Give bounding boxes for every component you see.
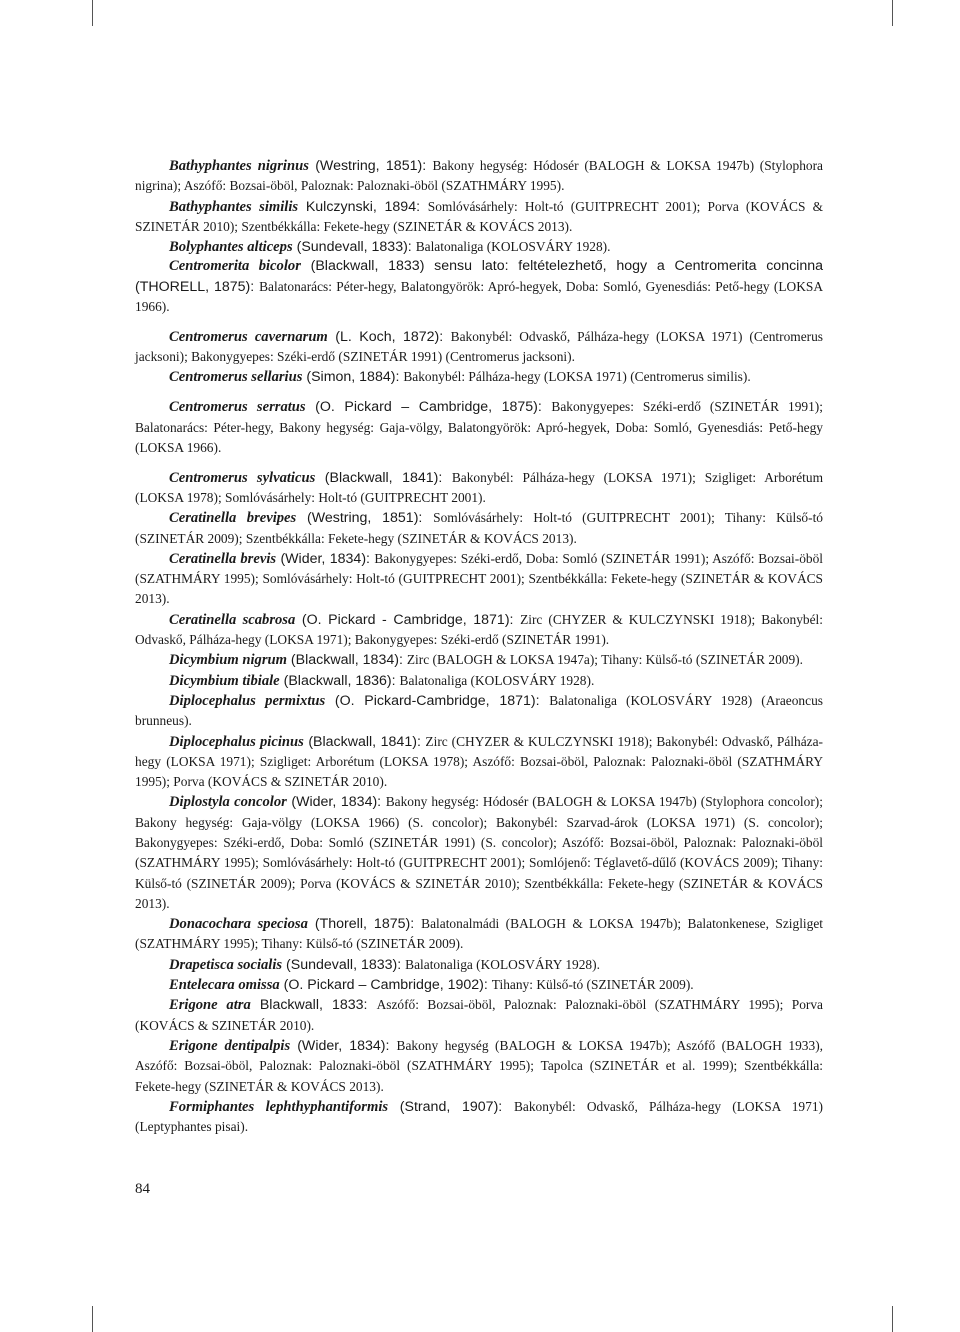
- species-localities: Zirc (CHYZER & KULCZYNSKI 1918); Bakonybél: Odvaskő, Pálháza-hegy (LOKSA 1971); Bakonygyepes: Széki-erdő (SZINETÁR 1991).: [135, 611, 823, 648]
- species-localities: Bakonybél: Pálháza-hegy (LOKSA 1971) (Centromerus similis).: [403, 369, 751, 385]
- species-localities: Balatonalmádi (BALOGH & LOKSA 1947b); Balatonkenese, Szigliget (SZATHMÁRY 1995); Tihany: Külső-tó (SZINETÁR 2009).: [135, 916, 823, 952]
- species-localities: Bakonybél: Pálháza-hegy (LOKSA 1971); Szigliget: Arborétum (LOKSA 1978); Somlóvásárhely: Holt-tó (GUITPRECHT 2001).: [135, 469, 823, 505]
- species-localities: Bakonybél: Odvaskő, Pálháza-hegy (LOKSA 1971) (Leptyphantes pisai).: [135, 1098, 823, 1135]
- species-authority: (Sundevall, 1833):: [282, 956, 406, 973]
- species-localities: Bakony hegység (BALOGH & LOKSA 1947b); Aszófő (BALOGH 1933), Aszófő: Bozsai-öböl, Paloznak: Paloznaki-öböl (SZATHMÁRY 1995); Tapolca (SZINETÁR et al. 1999); Szentbékkálla: Fekete-hegy (SZINETÁR & KOVÁCS 2013).: [135, 1037, 823, 1094]
- species-entry: [135, 955, 823, 975]
- species-authority: (O. Pickard - Cambridge, 1871):: [295, 611, 521, 628]
- species-name: Formiphantes lephthyphantiformis: [169, 1098, 389, 1115]
- species-entry: [135, 914, 823, 955]
- species-name: Ceratinella scabrosa: [169, 611, 296, 628]
- species-name: Bathyphantes nigrinus: [169, 158, 309, 174]
- species-localities: Somlóvásárhely: Holt-tó (GUITPRECHT 2001); Porva (KOVÁCS & SZINETÁR 2010); Szentbékkálla: Fekete-hegy (SZINETÁR & KOVÁCS 2013).: [135, 198, 823, 234]
- species-entry: [135, 197, 823, 238]
- species-name: Centromerita bicolor: [169, 258, 301, 275]
- species-authority: (Westring, 1851):: [296, 510, 434, 527]
- species-localities: Zirc (CHYZER & KULCZYNSKI 1918); Bakonybél: Odvaskő, Pálháza-hegy (LOKSA 1971); Szigliget: Arborétum (LOKSA 1978); Aszófő: Bozsai-öböl, Paloznak: Paloznaki-öböl (SZATHMÁRY 1995); Porva (KOVÁCS & SZINETÁR 2010).: [135, 733, 824, 790]
- species-name: Centromerus serratus: [169, 399, 306, 416]
- species-authority: (Wider, 1834):: [276, 550, 375, 567]
- document-body: [135, 156, 823, 1137]
- page-number: 84: [135, 1181, 150, 1197]
- species-entry: [135, 397, 823, 458]
- species-localities: Zirc (BALOGH & LOKSA 1947a); Tihany: Külső-tó (SZINETÁR 2009).: [406, 652, 803, 668]
- species-name: Diplocephalus permixtus: [169, 692, 326, 709]
- species-name: Centromerus sylvaticus: [169, 469, 316, 486]
- species-entry: [135, 792, 823, 914]
- crop-mark: [892, 0, 893, 26]
- species-authority: (Strand, 1907):: [388, 1098, 514, 1115]
- species-name: Dicymbium nigrum: [169, 652, 287, 669]
- species-authority: (Blackwall, 1836):: [279, 672, 400, 689]
- species-name: Centromerus sellarius: [169, 369, 303, 386]
- species-localities: Bakony hegység: Hódosér (BALOGH & LOKSA 1947b) (Stylophora nigrina); Aszófő: Bozsai-öböl, Paloznak: Paloznaki-öböl (SZATHMÁRY 1995).: [135, 158, 823, 194]
- species-entry: [135, 1036, 823, 1097]
- species-name: Drapetisca socialis: [169, 956, 283, 973]
- species-entry: [135, 237, 823, 257]
- species-authority: (Simon, 1884):: [302, 369, 404, 386]
- species-authority: Kulczynski, 1894:: [298, 198, 428, 215]
- species-entry: [135, 671, 823, 691]
- species-authority: (Wider, 1834):: [290, 1037, 397, 1054]
- species-name: Bathyphantes similis: [169, 198, 299, 215]
- species-name: Erigone atra: [169, 997, 251, 1014]
- species-localities: Tihany: Külső-tó (SZINETÁR 2009).: [491, 977, 694, 993]
- species-entry: [135, 650, 823, 670]
- species-entry: [135, 549, 823, 610]
- species-entry: [135, 156, 823, 197]
- species-name: Bolyphantes alticeps: [169, 239, 293, 256]
- species-entry: [135, 610, 823, 651]
- species-name: Dicymbium tibiale: [169, 672, 280, 689]
- species-localities: Balatonaliga (KOLOSVÁRY 1928).: [405, 956, 600, 972]
- species-name: Diplocephalus picinus: [169, 733, 304, 750]
- species-authority: (Westring, 1851):: [308, 158, 433, 174]
- species-localities: Bakonygyepes: Széki-erdő, Doba: Somló (SZINETÁR 1991); Aszófő: Bozsai-öböl (SZATHMÁRY 1995); Somlóvásárhely: Holt-tó (GUITPRECHT 2001); Szentbékkálla: Fekete-hegy (SZINETÁR & KOVÁCS 2013).: [135, 550, 824, 607]
- crop-mark: [892, 1306, 893, 1332]
- species-entry: [135, 975, 823, 995]
- species-entry: [135, 691, 823, 732]
- species-name: Erigone dentipalpis: [169, 1037, 291, 1054]
- species-entry: [135, 732, 823, 793]
- species-authority: (Blackwall, 1841):: [315, 469, 452, 486]
- species-localities: Balatonaliga (KOLOSVÁRY 1928).: [399, 672, 595, 688]
- species-name: Donacochara speciosa: [169, 916, 308, 933]
- species-authority: (L. Koch, 1872):: [327, 328, 451, 345]
- species-entry: [135, 508, 823, 549]
- species-entry: [135, 1097, 823, 1138]
- species-authority: (O. Pickard – Cambridge, 1902):: [279, 977, 492, 994]
- species-localities: Bakony hegység: Hódosér (BALOGH & LOKSA 1947b) (Stylophora concolor); Bakony hegység: Gaja-völgy (LOKSA 1966) (S. concolor); Bakonybél: Szarvad-árok (LOKSA 1971) (S. concolor); Bakonygyepes: Széki-erdő, Doba: Somló (SZINETÁR 1991) (S. concolor); Aszófő: Bozsai-öböl, Paloznak: Paloznaki-öböl (SZATHMÁRY 1995); Somlóvásárhely: Holt-tó (GUITPRECHT 2001); Somlójenő: Téglavető-dűlő (KOVÁCS 2009); Tihany: Külső-tó (SZINETÁR 2009); Porva (KOVÁCS & SZINETÁR 2010); Szentbékkálla: Fekete-hegy (SZINETÁR & KOVÁCS 2013).: [135, 794, 823, 911]
- crop-mark: [92, 1306, 93, 1332]
- species-authority: (Blackwall, 1841):: [303, 733, 426, 750]
- species-authority: (Blackwall, 1834):: [286, 652, 407, 669]
- crop-mark: [92, 0, 93, 26]
- species-localities: Balatonaliga (KOLOSVÁRY 1928).: [415, 239, 611, 255]
- species-entry: [135, 995, 823, 1036]
- species-authority: (O. Pickard-Cambridge, 1871):: [325, 692, 550, 709]
- species-entry: [135, 468, 823, 509]
- species-authority: (Sundevall, 1833):: [292, 239, 416, 256]
- species-localities: Balatonarács: Péter-hegy, Balatongyörök: Apró-hegyek, Doba: Somló, Gyenesdiás: Pető-hegy (LOKSA 1966).: [135, 278, 823, 315]
- species-localities: Aszófő: Bozsai-öböl, Paloznak: Paloznaki-öböl (SZATHMÁRY 1995); Porva (KOVÁCS & SZINETÁR 2010).: [135, 997, 823, 1033]
- species-localities: Bakonybél: Odvaskő, Pálháza-hegy (LOKSA 1971) (Centromerus jacksoni); Bakonygyepes: Széki-erdő (SZINETÁR 1991) (Centromerus jacksoni).: [135, 328, 823, 365]
- species-authority: (O. Pickard – Cambridge, 1875):: [305, 399, 552, 416]
- species-entry: [135, 367, 823, 387]
- species-name: Centromerus cavernarum: [169, 328, 328, 345]
- species-entry: [135, 327, 823, 368]
- species-authority: Blackwall, 1833:: [250, 997, 377, 1014]
- species-name: Diplostyla concolor: [169, 794, 287, 811]
- species-authority: (Wider, 1834):: [286, 794, 386, 811]
- species-localities: Somlóvásárhely: Holt-tó (GUITPRECHT 2001); Tihany: Külső-tó (SZINETÁR 2009); Szentbékkálla: Fekete-hegy (SZINETÁR & KOVÁCS 2013).: [135, 510, 823, 546]
- species-localities: Balatonaliga (KOLOSVÁRY 1928) (Araeoncus brunneus).: [135, 692, 823, 729]
- species-authority: (Blackwall, 1833) sensu lato: feltételezhető, hogy a Centromerita concinna (THORELL, 1875):: [135, 258, 823, 295]
- species-name: Ceratinella brevis: [169, 550, 277, 567]
- species-entry: [135, 257, 823, 317]
- species-localities: Bakonygyepes: Széki-erdő (SZINETÁR 1991); Balatonarács: Péter-hegy, Bakony hegység: Gaja-völgy, Balatongyörök: Apró-hegyek, Doba: Somló, Gyenesdiás: Pető-hegy (LOKSA 1966).: [135, 399, 823, 455]
- species-name: Ceratinella brevipes: [169, 510, 297, 527]
- species-authority: (Thorell, 1875):: [307, 916, 422, 933]
- species-name: Entelecara omissa: [169, 977, 280, 994]
